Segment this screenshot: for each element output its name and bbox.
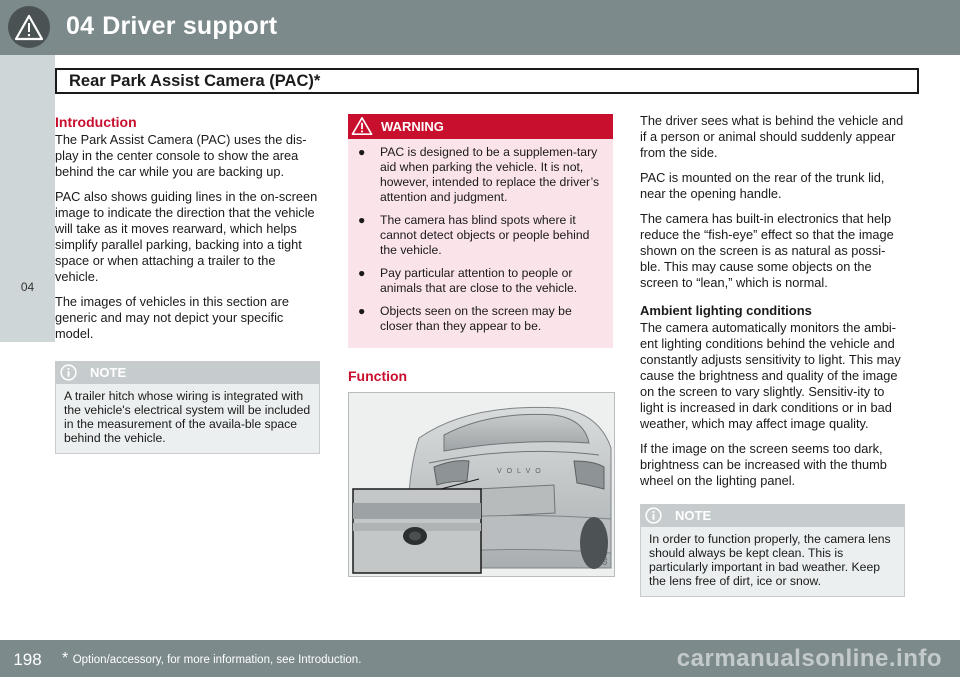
warning-triangle-icon: [351, 116, 373, 136]
function-heading: Function: [348, 368, 408, 384]
warning-item: ● PAC is designed to be a supplemen-tary aid when parking the vehicle. It is not, however, intended to replace the driver’s attention and judgment.: [358, 145, 600, 204]
figure-code: G043900: [603, 540, 609, 565]
right-paragraph-2: PAC is mounted on the rear of the trunk lid, near the opening handle.: [640, 170, 885, 201]
warning-list: [348, 139, 613, 348]
intro-paragraph-1: The Park Assist Camera (PAC) uses the dis-play in the center console to show the area behind the car while you are backing up.: [55, 132, 307, 179]
warning-item: ● Objects seen on the screen may be closer than they appear to be.: [358, 304, 572, 333]
right-column: [640, 113, 905, 597]
right-paragraph-5: If the image on the screen seems too dark, brightness can be increased with the thumb wheel on the lighting panel.: [640, 441, 887, 488]
note-text: A trailer hitch whose wiring is integrated with the vehicle's electrical system will be included in the measurement of the availa-ble space behind the vehicle.: [56, 384, 319, 453]
warning-header: [348, 114, 613, 139]
note-header: [641, 505, 904, 527]
intro-paragraph-2: PAC also shows guiding lines in the on-screen image to indicate the direction that the vehicle will take as it moves rearward, which helps simplify parallel parking, backing into a tight space or when attaching a trailer to the vehicle.: [55, 189, 318, 284]
watermark: carmanualsonline.info: [676, 645, 942, 672]
note-label: NOTE: [675, 508, 712, 523]
info-icon: [645, 507, 662, 524]
footnote: [62, 650, 361, 668]
brand-lettering: V O L V O: [497, 468, 543, 475]
info-icon: [60, 364, 77, 381]
warning-item: ● Pay particular attention to people or animals that are close to the vehicle.: [358, 266, 578, 295]
note-box-lens: [640, 504, 905, 597]
note-box-trailer: [55, 361, 320, 454]
right-paragraph-3: The camera has built-in electronics that help reduce the “fish-eye” effect so that the image shown on the screen is as natural as possi-ble. This may cause some objects on the screen to “lean,” which is normal.: [640, 211, 894, 290]
note-text: In order to function properly, the camera lens should always be kept clean. This is particularly important in bad weather. Keep the lens free of dirt, ice or snow.: [641, 527, 904, 596]
warning-triangle-icon: [8, 6, 50, 48]
right-paragraph-4: The camera automatically monitors the ambi-ent lighting conditions behind the vehicle and constantly adjusts sensitivity to light. This may cause the brightness and quality of the image on the screen to vary slightly. Sensitiv-ity to light is increased in dark conditions or in bad weather, which may affect image quality.: [640, 320, 901, 431]
right-paragraph-1: The driver sees what is behind the vehicle and if a person or animal should suddenly appear from the side.: [640, 113, 904, 160]
warning-box: [348, 114, 613, 348]
left-column: [55, 108, 320, 454]
footnote-asterisk: *: [62, 650, 69, 667]
section-title: Rear Park Assist Camera (PAC)*: [55, 68, 919, 94]
side-tab-label: 04: [20, 280, 35, 294]
ambient-lighting-heading: Ambient lighting conditions: [640, 303, 812, 318]
camera-location-illustration: [348, 392, 615, 577]
chapter-header: [0, 0, 960, 55]
chapter-title: [66, 12, 277, 41]
side-tab: [0, 55, 55, 342]
introduction-heading: Introduction: [55, 114, 137, 130]
note-header: [56, 362, 319, 384]
footnote-text: Option/accessory, for more information, see Introduction.: [72, 654, 362, 666]
page-number: 198: [13, 650, 42, 669]
chapter-name: Driver support: [102, 12, 278, 40]
intro-paragraph-3: The images of vehicles in this section are generic and may not depict your specific model.: [55, 294, 290, 341]
warning-label: WARNING: [381, 119, 444, 134]
middle-column: [348, 114, 613, 577]
note-label: NOTE: [90, 365, 127, 380]
warning-item: ● The camera has blind spots where it cannot detect objects or people behind the vehicle.: [358, 213, 590, 257]
chapter-number: 04: [66, 12, 95, 40]
